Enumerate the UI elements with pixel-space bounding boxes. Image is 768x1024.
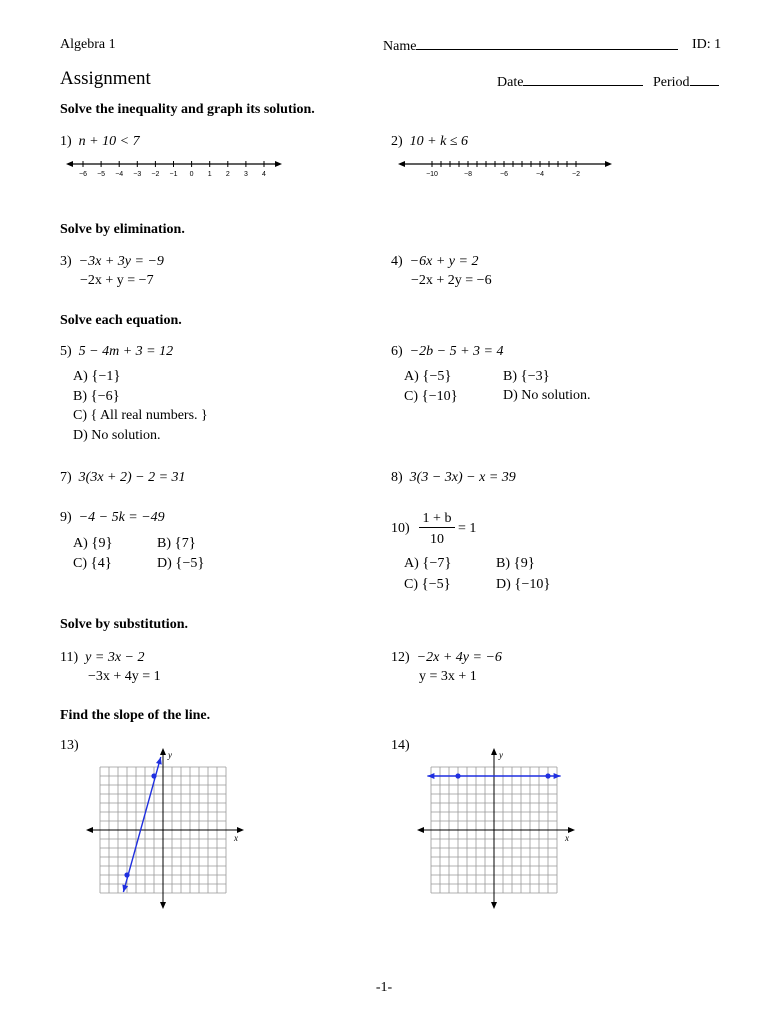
number-line-2 — [398, 156, 612, 180]
p9-choice-d[interactable]: D) {−5} — [157, 555, 205, 571]
problem-5: 5) 5 − 4m + 3 = 12 — [60, 344, 174, 359]
problem-5-expr: 5 − 4m + 3 = 12 — [78, 344, 174, 359]
problem-4: 4) −6x + y = 2 — [391, 254, 479, 269]
p10-choice-c[interactable]: C) {−5} — [404, 576, 451, 592]
tick-label: −3 — [133, 171, 142, 178]
problem-6-expr: −2b − 5 + 3 = 4 — [409, 344, 504, 359]
problem-6: 6) −2b − 5 + 3 = 4 — [391, 344, 504, 359]
p6-choice-b[interactable]: B) {−3} — [503, 368, 550, 384]
problem-9: 9) −4 − 5k = −49 — [60, 510, 165, 525]
y-axis-arrow-down — [160, 902, 166, 909]
tick-label: 0 — [189, 171, 194, 178]
x-axis-arrow-right — [237, 827, 244, 833]
y-axis-label: y — [499, 750, 503, 760]
p5-choice-c[interactable]: C) { All real numbers. } — [73, 408, 208, 423]
problem-1: 1) n + 10 < 7 — [60, 134, 140, 149]
date-blank[interactable] — [523, 73, 643, 86]
page-number: -1- — [375, 980, 393, 995]
problem-7-expr: 3(3x + 2) − 2 = 31 — [78, 470, 186, 485]
tick-label: −5 — [97, 171, 106, 178]
y-axis-arrow-down — [491, 902, 497, 909]
problem-7: 7) 3(3x + 2) − 2 = 31 — [60, 470, 186, 485]
name-blank[interactable] — [416, 37, 678, 50]
graph-14 — [417, 748, 577, 913]
problem-8-expr: 3(3 − 3x) − x = 39 — [409, 470, 516, 485]
tick-label: −1 — [169, 171, 178, 178]
period-blank[interactable] — [690, 73, 719, 86]
section-equation: Solve each equation. — [60, 313, 182, 328]
section-substitution: Solve by substitution. — [60, 617, 188, 632]
course-name: Algebra 1 — [60, 37, 116, 52]
plot-point — [151, 773, 156, 778]
p6-choice-a[interactable]: A) {−5} — [404, 368, 452, 384]
problem-10-numerator: 1 + b — [419, 511, 455, 528]
problem-4-line2: −2x + 2y = −6 — [411, 273, 492, 288]
p6-choice-d[interactable]: D) No solution. — [503, 388, 591, 403]
problem-10-rhs: = 1 — [458, 521, 477, 536]
name-field[interactable] — [383, 37, 678, 55]
tick-label: 2 — [225, 171, 230, 178]
problem-11: 11) y = 3x − 2 — [60, 650, 145, 665]
tick-label: −4 — [536, 171, 544, 178]
problem-12: 12) −2x + 4y = −6 — [391, 650, 502, 665]
tick-label: −6 — [500, 171, 508, 178]
tick-label: 1 — [207, 171, 212, 178]
p10-choice-d[interactable]: D) {−10} — [496, 576, 551, 592]
problem-4-line1: −6x + y = 2 — [409, 254, 479, 269]
problem-1-expr: n + 10 < 7 — [78, 134, 140, 149]
tick-label: −2 — [572, 171, 580, 178]
graph-13 — [86, 748, 246, 913]
plot-point — [545, 773, 550, 778]
x-axis-arrow-left — [86, 827, 93, 833]
problem-3-line2: −2x + y = −7 — [80, 273, 154, 288]
id-label: ID: 1 — [692, 37, 722, 52]
section-slope: Find the slope of the line. — [60, 708, 211, 723]
problem-13-num: 13) — [60, 738, 79, 753]
x-axis-arrow-left — [417, 827, 424, 833]
problem-11-line1: y = 3x − 2 — [85, 650, 145, 665]
problem-8: 8) 3(3 − 3x) − x = 39 — [391, 470, 516, 485]
period-label: Period — [653, 75, 690, 90]
problem-10-num: 10) — [391, 521, 410, 536]
x-axis-label: x — [234, 833, 238, 843]
problem-3: 3) −3x + 3y = −9 — [60, 254, 164, 269]
section-elimination: Solve by elimination. — [60, 222, 185, 237]
problem-10-denominator: 10 — [430, 532, 444, 547]
p5-choice-b[interactable]: B) {−6} — [73, 388, 120, 404]
x-axis-label: x — [565, 833, 569, 843]
tick-label: 3 — [243, 171, 248, 178]
problem-3-line1: −3x + 3y = −9 — [78, 254, 164, 269]
p10-choice-a[interactable]: A) {−7} — [404, 555, 452, 571]
problem-2-expr: 10 + k ≤ 6 — [409, 134, 469, 149]
p9-choice-a[interactable]: A) {9} — [73, 535, 113, 551]
p10-choice-b[interactable]: B) {9} — [496, 555, 535, 571]
tick-label: −4 — [115, 171, 124, 178]
tick-label: −2 — [151, 171, 160, 178]
problem-11-line2: −3x + 4y = 1 — [88, 669, 161, 684]
problem-12-line2: y = 3x + 1 — [419, 669, 477, 684]
problem-9-expr: −4 − 5k = −49 — [78, 510, 165, 525]
plot-point — [455, 773, 460, 778]
y-axis-arrow-up — [491, 748, 497, 755]
section-inequality: Solve the inequality and graph its solution. — [60, 102, 315, 117]
y-axis-arrow-up — [160, 748, 166, 755]
p9-choice-b[interactable]: B) {7} — [157, 535, 196, 551]
tick-label: 4 — [262, 171, 266, 178]
p5-choice-a[interactable]: A) {−1} — [73, 368, 121, 384]
name-label: Name — [383, 39, 417, 54]
number-line-1 — [66, 156, 282, 180]
problem-14-num: 14) — [391, 738, 410, 753]
date-field[interactable] — [497, 73, 643, 91]
tick-label: −10 — [426, 171, 438, 178]
p9-choice-c[interactable]: C) {4} — [73, 555, 112, 571]
problem-2: 2) 10 + k ≤ 6 — [391, 134, 469, 149]
y-axis-label: y — [168, 750, 172, 760]
p5-choice-d[interactable]: D) No solution. — [73, 428, 161, 443]
assignment-title: Assignment — [60, 68, 151, 89]
date-label: Date — [497, 75, 524, 90]
problem-12-line1: −2x + 4y = −6 — [416, 650, 502, 665]
tick-label: −8 — [464, 171, 472, 178]
period-field[interactable] — [653, 73, 719, 91]
x-axis-arrow-right — [568, 827, 575, 833]
plot-point — [124, 872, 129, 877]
p6-choice-c[interactable]: C) {−10} — [404, 388, 458, 404]
tick-label: −6 — [79, 171, 87, 178]
